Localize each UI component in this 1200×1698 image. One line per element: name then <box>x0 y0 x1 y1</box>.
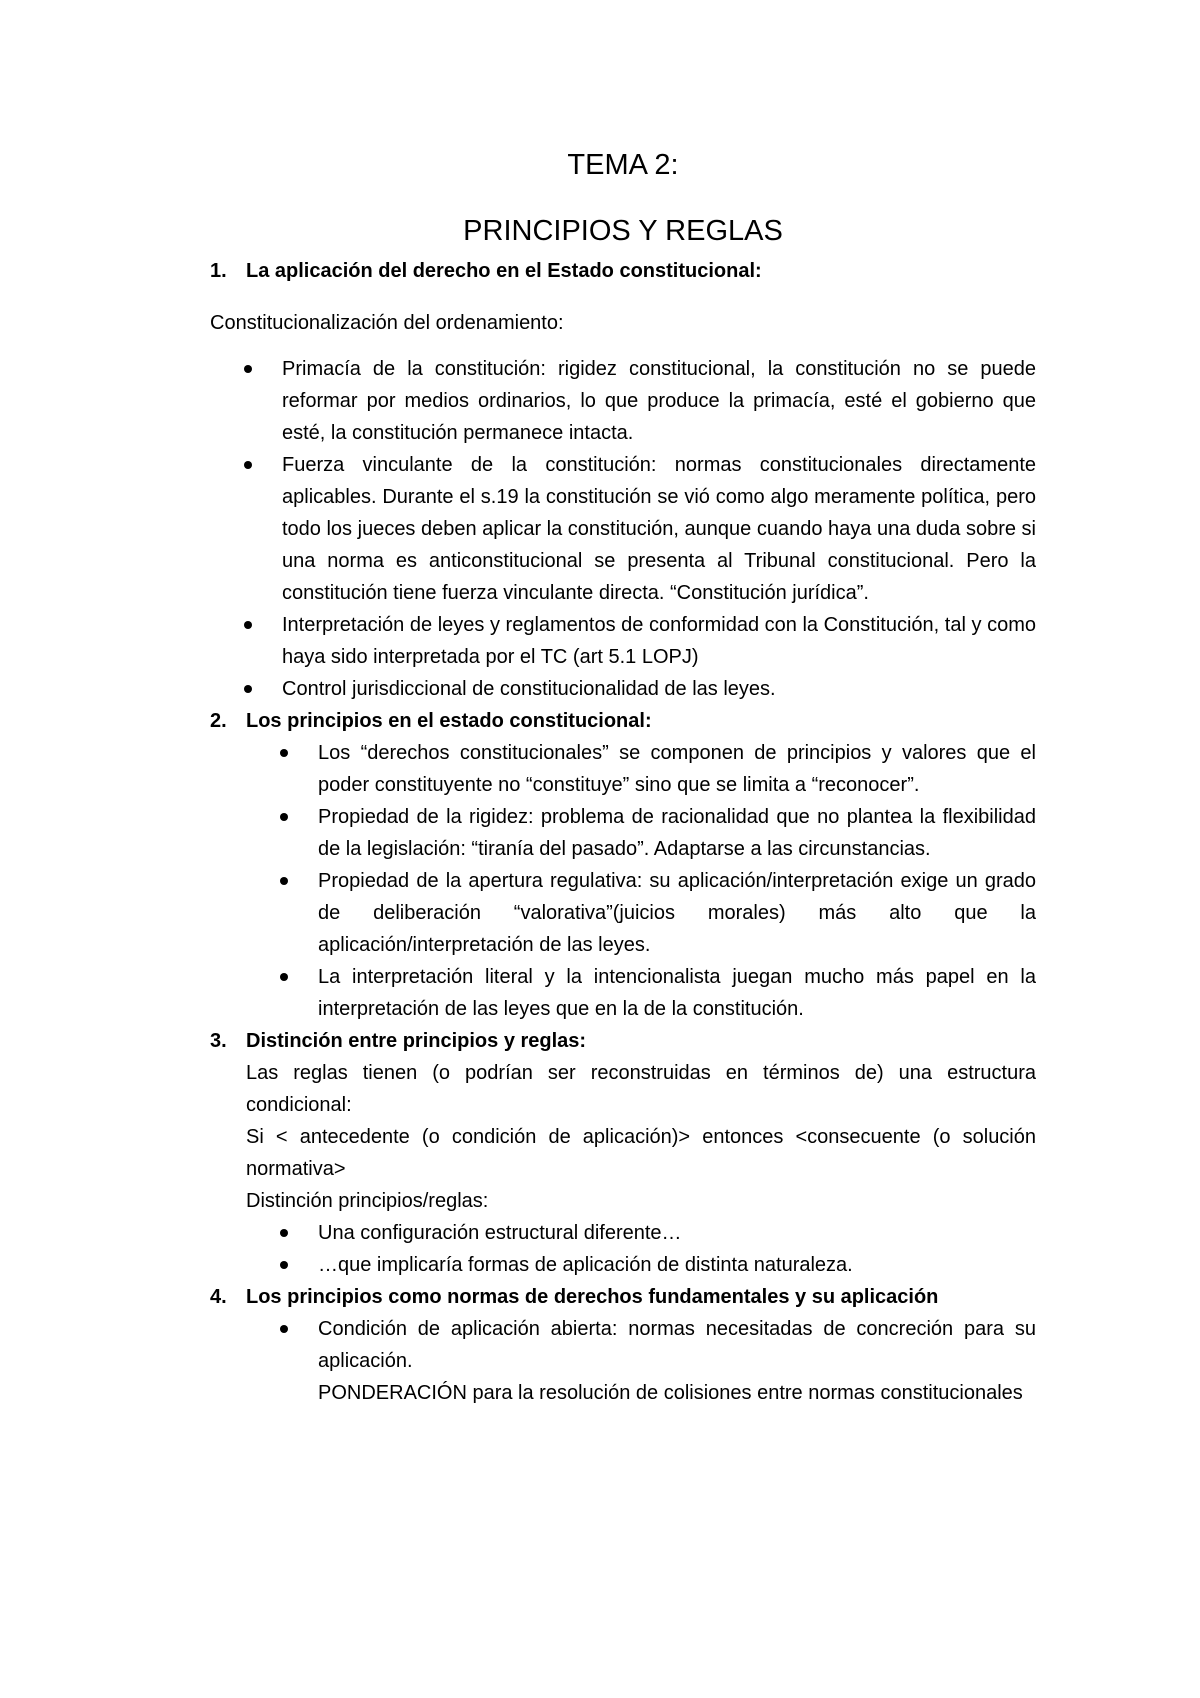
section-4-heading <box>210 1281 1036 1313</box>
section-3-list <box>210 1217 1036 1281</box>
list-item: Control jurisdiccional de constitucionalidad de las leyes. <box>210 673 1036 705</box>
section-number: 3. <box>210 1030 227 1052</box>
section-title: Los principios en el estado constitucional: <box>246 710 652 732</box>
list-item: Interpretación de leyes y reglamentos de conformidad con la Constitución, tal y como haya sido interpretada por el TC (art 5.1 LOPJ) <box>210 609 1036 673</box>
section-title: Distinción entre principios y reglas: <box>246 1030 587 1052</box>
section-number: 4. <box>210 1286 227 1308</box>
list-item: Propiedad de la rigidez: problema de racionalidad que no plantea la flexibilidad de la legislación: “tiranía del pasado”. Adaptarse a las circunstancias. <box>210 801 1036 865</box>
section-3-heading <box>210 1025 1036 1057</box>
list-item-continuation: PONDERACIÓN para la resolución de colisiones entre normas constitucionales <box>318 1382 1023 1404</box>
section-1-intro: Constitucionalización del ordenamiento: <box>210 312 564 334</box>
section-3-paragraph: Si < antecedente (o condición de aplicación)> entonces <consecuente (o solución normativa> <box>246 1126 1036 1180</box>
document-page <box>210 145 1036 1409</box>
list-item: La interpretación literal y la intencionalista juegan mucho más papel en la interpretación de las leyes que en la de la constitución. <box>210 961 1036 1025</box>
list-item: Una configuración estructural diferente… <box>210 1217 1036 1249</box>
list-item: Primacía de la constitución: rigidez constitucional, la constitución no se puede reformar por medios ordinarios, lo que produce la primacía, esté el gobierno que esté, la constitución permanece intacta. <box>210 353 1036 449</box>
list-item: …que implicaría formas de aplicación de distinta naturaleza. <box>210 1249 1036 1281</box>
list-item: Los “derechos constitucionales” se componen de principios y valores que el poder constituyente no “constituye” sino que se limita a “reconocer”. <box>210 737 1036 801</box>
list-item-text: Condición de aplicación abierta: normas necesitadas de concreción para su aplicación. <box>318 1318 1036 1372</box>
section-2-list <box>210 737 1036 1025</box>
section-3-paragraph: Las reglas tienen (o podrían ser reconstruidas en términos de) una estructura condicional: <box>246 1062 1036 1116</box>
list-item: Propiedad de la apertura regulativa: su aplicación/interpretación exige un grado de deliberación “valorativa”(juicios morales) más alto que la aplicación/interpretación de las leyes. <box>210 865 1036 961</box>
section-2-heading <box>210 705 1036 737</box>
section-title: Los principios como normas de derechos fundamentales y su aplicación <box>246 1286 939 1308</box>
section-4-list <box>210 1313 1036 1409</box>
section-1-heading <box>210 255 1036 287</box>
list-item: Fuerza vinculante de la constitución: normas constitucionales directamente aplicables. Durante el s.19 la constitución se vió como algo meramente política, pero todo los jueces deben aplicar la constitución, aunque cuando haya una duda sobre si una norma es anticonstitucional se presenta al Tribunal constitucional. Pero la constitución tiene fuerza vinculante directa. “Constitución jurídica”. <box>210 449 1036 609</box>
section-number: 2. <box>210 710 227 732</box>
document-title: TEMA 2: <box>567 149 679 181</box>
section-number: 1. <box>210 260 227 282</box>
document-subtitle: PRINCIPIOS Y REGLAS <box>463 215 783 247</box>
section-3-paragraph: Distinción principios/reglas: <box>246 1190 489 1212</box>
section-title: La aplicación del derecho en el Estado constitucional: <box>246 260 762 282</box>
list-item <box>210 1313 1036 1409</box>
section-1-list <box>210 353 1036 705</box>
